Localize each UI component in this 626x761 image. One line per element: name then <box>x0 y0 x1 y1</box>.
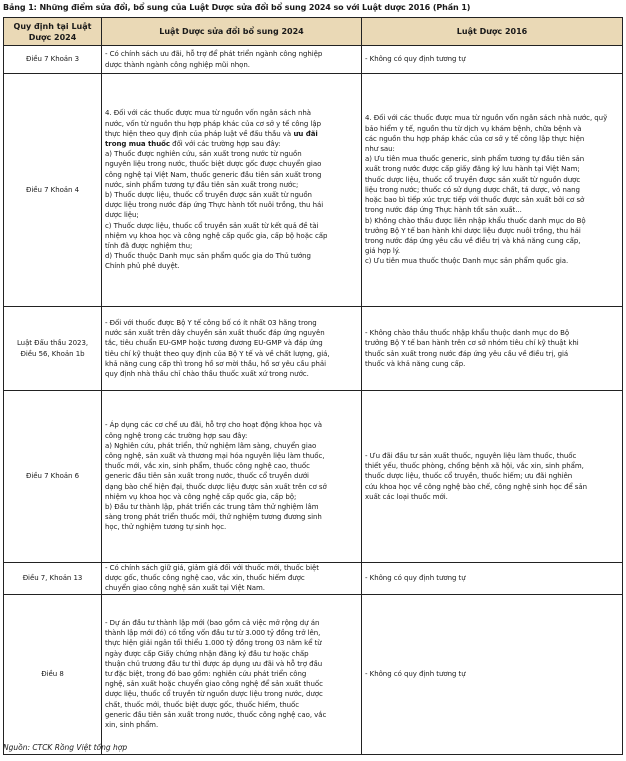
text-line: Điều 7 Khoản 6 <box>25 472 80 481</box>
text-line: Điều 56, Khoản 1b <box>20 349 85 358</box>
header-law-2024: Luật Dược sửa đổi bổ sung 2024 <box>102 18 362 46</box>
text-line: ngày được cấp Giấy chứng nhận đăng ký đầu tư hoặc chấp <box>105 649 309 658</box>
text-line: trưởng Bộ Y tế ban hành trên cơ sở nhóm tiêu chí kỹ thuật khi <box>365 339 579 348</box>
text-line: tắc, tiêu chuẩn EU-GMP hoặc tương đương EU-GMP và đáp ứng <box>105 339 323 348</box>
text-line: a) Thuốc được nghiên cứu, sản xuất trong nước từ nguồn <box>105 150 302 159</box>
table-row <box>4 391 623 563</box>
table-row <box>4 594 623 754</box>
table-title: Bảng 1: Những điểm sửa đổi, bổ sung của Luật Dược sửa đổi bổ sung 2024 so với Luật dược 2016 (Phần 1) <box>3 3 471 12</box>
text-line: - Không chào thầu thuốc nhập khẩu thuộc danh mục do Bộ <box>365 329 570 338</box>
text-line: dược liệu, thuốc cổ truyền từ nguồn dược liệu trong nước, dược <box>105 690 323 699</box>
text-line: - Có chính sách ưu đãi, hỗ trợ để phát triển ngành công nghiệp <box>105 50 323 59</box>
text-line: tư đặc biệt, trong đó bao gồm: nghiên cứu phát triển công <box>105 670 307 678</box>
text-line: thuốc dược liệu, thuốc cổ truyền, thuốc hiếm; ưu đãi nghiên <box>365 472 573 481</box>
text-line: thuốc sản xuất trong nước đáp ứng yêu cầu về điều trị, giá <box>365 349 569 358</box>
text-line: thuốc mới, vắc xin, sinh phẩm, thuốc công nghệ cao, thuốc <box>105 462 310 471</box>
text-line: nhiệm vụ khoa học và công nghệ cấp quốc gia, cấp bộ hoặc cấp <box>105 231 328 240</box>
text-line: dược liệu trong nước đáp ứng Thực hành tốt nuôi trồng, thu hái <box>105 201 324 210</box>
table-header-row <box>4 18 623 46</box>
text-line: học, thử nghiệm tương tự sinh học. <box>105 523 227 532</box>
table-row <box>4 74 623 307</box>
text-line: generic đầu tiên sản xuất trong nước, thuốc công nghệ cao, vắc <box>105 710 327 719</box>
text-line: c) Ưu tiên mua thuốc thuộc Danh mục sản phẩm quốc gia. <box>365 257 569 266</box>
text-line: công nghệ trong các trường hợp sau đây: <box>105 431 248 440</box>
provision-cell <box>4 391 102 563</box>
text-line: chuyển giao công nghệ sản xuất tại Việt Nam. <box>105 584 265 593</box>
text-line: a) Ưu tiên mua thuốc generic, sinh phẩm tương tự đầu tiên sản <box>365 155 585 164</box>
text-line: giá hợp lý. <box>365 247 401 256</box>
text-line: - Ưu đãi đầu tư sản xuất thuốc, nguyên liệu làm thuốc, thuốc <box>365 451 577 460</box>
text-line: quy định nhà thầu chỉ chào thầu thuốc xuất xứ trong nước. <box>105 369 309 378</box>
law-2024-cell <box>102 594 362 754</box>
header-law-2016: Luật Dược 2016 <box>362 18 623 46</box>
header-provision-line: Quy định tại Luật <box>13 21 92 31</box>
text-line: 4. Đối với các thuốc được mua từ nguồn vốn ngân sách nhà nước, quỹ <box>365 114 608 123</box>
text-line: generic đầu tiên sản xuất trong nước, thuốc cổ truyền dưới <box>105 472 309 481</box>
text-line: thuốc dược liệu, thuốc cổ truyền được sản xuất từ nguồn dược <box>365 175 581 184</box>
table-row <box>4 46 623 74</box>
header-provision-line: Dược 2024 <box>28 32 77 42</box>
text-run: thực hiện theo quy định của pháp luật về đấu thầu và <box>105 129 292 138</box>
text-line: a) Nghiên cứu, phát triển, thử nghiệm lâm sàng, chuyển giao <box>105 441 317 450</box>
law-2024-cell <box>102 563 362 595</box>
text-line: - Không có quy định tương tự <box>365 55 466 64</box>
text-line: nước, sinh phẩm tương tự đầu tiên sản xuất trong nước; <box>105 180 299 189</box>
text-line: thành lập mới đó) có tổng vốn đầu tư từ 3.000 tỷ đồng trở lên, <box>105 629 321 638</box>
law-2016-cell <box>362 307 623 391</box>
text-line: trong nước đáp ứng Thực hành tốt sản xuất... <box>365 206 522 215</box>
table-row <box>4 307 623 391</box>
text-line: tiêu chí kỹ thuật theo quy định của Bộ Y tế và về chất lượng, giá, <box>105 349 330 358</box>
text-line: sàng trong phát triển thuốc mới, thử nghiệm tương đương sinh <box>105 513 322 522</box>
law-2016-cell <box>362 563 623 595</box>
text-line: liệu trong nước; thuốc có sử dụng dược chất, tá dược, vỏ nang <box>365 185 580 194</box>
text-line <box>105 139 358 149</box>
text-line: - Dự án đầu tư thành lập mới (bao gồm cả việc mở rộng dự án <box>105 618 320 627</box>
text-line: các nguồn thu hợp pháp khác của cơ sở y tế công lập thực hiện <box>365 134 585 143</box>
text-line: bảo hiểm y tế, nguồn thu từ dịch vụ khám bệnh, chữa bệnh và <box>365 124 582 133</box>
emphasis-text: ưu đãi <box>291 129 318 138</box>
text-line: - Đối với thuốc được Bộ Y tế công bố có ít nhất 03 hãng trong <box>105 318 317 327</box>
text-line: khả năng cung cấp thì trong hồ sơ mời thầu, hồ sơ yêu cầu phải <box>105 359 326 368</box>
text-line: 4. Đối với các thuốc được mua từ nguồn vốn ngân sách nhà <box>105 109 311 118</box>
header-provision <box>4 18 102 46</box>
text-line: cứu khoa học về công nghệ bào chế, công nghệ sinh học để sản <box>365 482 587 491</box>
law-2016-cell <box>362 46 623 74</box>
text-line: xuất trong nước được cấp giấy đăng ký lưu hành tại Việt Nam; <box>365 165 580 174</box>
text-line: trưởng Bộ Y tế ban hành khi dược liệu được nuôi trồng, thu hái <box>365 226 581 235</box>
provision-cell <box>4 74 102 307</box>
text-line: thực hiện giải ngân tối thiểu 1.000 tỷ đồng trong 03 năm kể từ <box>105 639 322 648</box>
law-2024-cell <box>102 46 362 74</box>
text-line: - Có chính sách giữ giá, giảm giá đối với thuốc mới, thuốc biệt <box>105 564 319 572</box>
law-2024-cell <box>102 74 362 307</box>
table-row <box>4 563 623 595</box>
provision-cell <box>4 594 102 754</box>
text-line: Điều 7 Khoản 4 <box>25 185 80 194</box>
text-line: như sau: <box>365 145 395 154</box>
text-line: nguyên liệu trong nước, thuốc biệt dược gốc được chuyển giao <box>105 160 322 169</box>
law-2016-cell <box>362 74 623 307</box>
text-line: nghệ, sản xuất hoặc chuyển giao công nghệ để sản xuất thuốc <box>105 680 323 689</box>
text-line: xin, sinh phẩm. <box>105 721 159 730</box>
text-line: c) Thuốc dược liệu, thuốc cổ truyền sản xuất từ kết quả đề tài <box>105 221 319 230</box>
law-2024-cell <box>102 307 362 391</box>
text-line: nhiệm vụ khoa học và công nghệ cấp quốc gia, cấp bộ; <box>105 492 297 501</box>
text-line: dược liệu; <box>105 211 139 220</box>
text-line: chất, thuốc mới, thuốc biệt dược gốc, thuốc hiếm, thuốc <box>105 700 300 709</box>
provision-cell <box>4 307 102 391</box>
text-line: trong nước đáp ứng yêu cầu về điều trị và khả năng cung cấp, <box>365 236 581 245</box>
text-line: Điều 8 <box>41 670 64 678</box>
text-line: hoặc bao bì tiếp xúc trực tiếp với thuốc được sản xuất bởi cơ sở <box>365 196 585 205</box>
text-line: Chính phủ phê duyệt. <box>105 262 180 271</box>
text-line <box>105 129 358 139</box>
text-line: nước sản xuất trên dây chuyền sản xuất thuốc đáp ứng nguyên <box>105 329 325 338</box>
text-line: Luật Đấu thầu 2023, <box>16 339 89 348</box>
text-line: d) Thuốc thuộc Danh mục sản phẩm quốc gia do Thủ tướng <box>105 252 311 261</box>
text-line: - Không có quy định tương tự <box>365 670 466 678</box>
text-line: xuất các loại thuốc mới. <box>365 492 448 501</box>
text-line: b) Thuốc dược liệu, thuốc cổ truyền được sản xuất từ nguồn <box>105 191 312 199</box>
text-line: thuốc và khả năng cung cấp. <box>365 359 466 368</box>
law-2016-cell <box>362 594 623 754</box>
text-line: - Áp dụng các cơ chế ưu đãi, hỗ trợ cho hoạt động khoa học và <box>105 421 322 430</box>
text-line: Điều 7 Khoản 3 <box>25 55 80 64</box>
text-line: tỉnh đã được nghiệm thu; <box>105 242 193 251</box>
comparison-table <box>3 17 623 755</box>
source-note: Nguồn: CTCK Rồng Việt tổng hợp <box>3 743 128 752</box>
text-line: thuận chủ trương đầu tư thì được áp dụng ưu đãi và hỗ trợ đầu <box>105 659 323 668</box>
text-run: đối với các trường hợp sau đây: <box>170 139 281 148</box>
law-2016-cell <box>362 391 623 563</box>
text-line: - Không có quy định tương tự <box>365 574 466 583</box>
text-line: b) Đầu tư thành lập, phát triển các trung tâm thử nghiệm lâm <box>105 503 319 511</box>
provision-cell <box>4 563 102 595</box>
text-line: công nghệ, sản xuất và thương mại hóa nguyên liệu làm thuốc, <box>105 451 325 460</box>
law-2024-cell <box>102 391 362 563</box>
text-line: dạng bào chế hiện đại, thuốc dược liệu được sản xuất trên cơ sở <box>105 482 327 491</box>
text-line: dược gốc, thuốc công nghệ cao, vắc xin, thuốc hiếm được <box>105 574 305 583</box>
text-line: dược thành ngành công nghiệp mũi nhọn. <box>105 60 250 69</box>
text-line: nước, vốn từ nguồn thu hợp pháp khác của cơ sở y tế công lập <box>105 119 322 128</box>
emphasis-text: trong mua thuốc <box>105 139 170 148</box>
text-line: b) Không chào thầu được liên nhập khẩu thuốc danh mục do Bộ <box>365 216 586 225</box>
text-line: Điều 7, Khoản 13 <box>22 574 83 583</box>
text-line: thiết yếu, thuốc phòng, chống bệnh xã hội, vắc xin, sinh phẩm, <box>365 462 584 471</box>
provision-cell <box>4 46 102 74</box>
text-line: công nghệ tại Việt Nam, thuốc generic đầu tiên sản xuất trong <box>105 170 322 179</box>
